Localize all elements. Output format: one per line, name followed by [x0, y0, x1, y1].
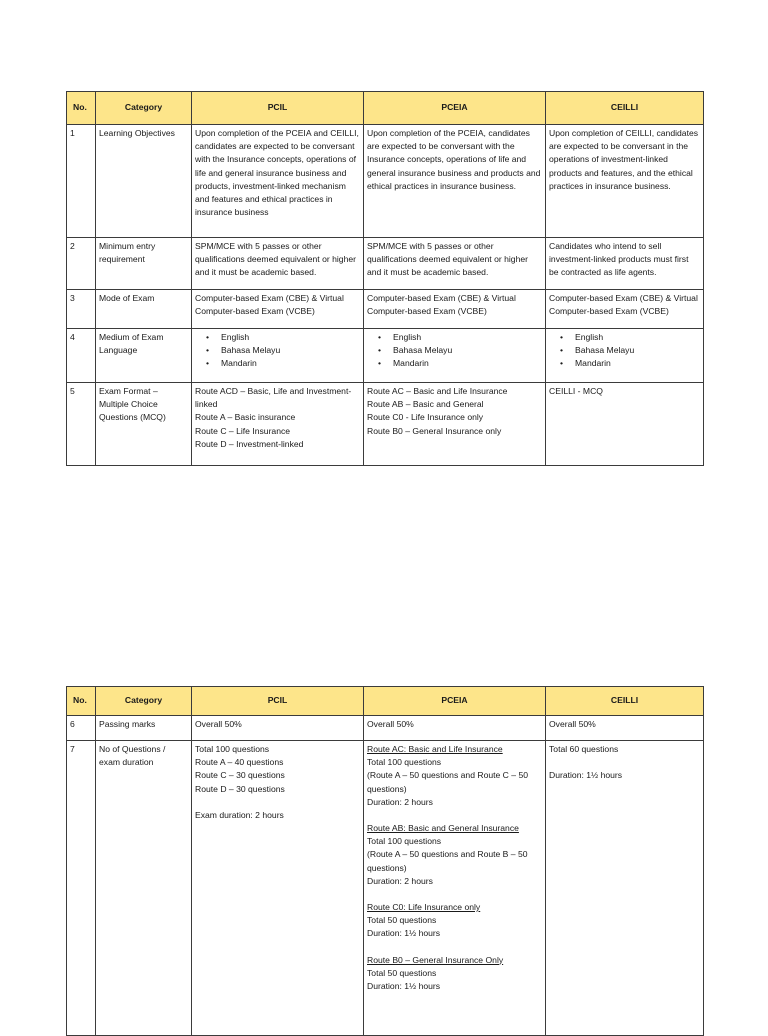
- cell-pcil: SPM/MCE with 5 passes or other qualifications deemed equivalent or higher and it must be academic based.: [192, 238, 364, 290]
- route-line: Duration: 2 hours: [367, 796, 433, 807]
- language-list: [195, 331, 360, 371]
- row-number: 6: [67, 716, 96, 741]
- table-row: [67, 238, 704, 290]
- route-line: Route ACD – Basic, Life and Investment-linked: [195, 386, 352, 410]
- header-category: Category: [96, 92, 192, 125]
- route-heading: Route AC: Basic and Life Insurance: [367, 744, 503, 754]
- row-category: No of Questions / exam duration: [96, 741, 192, 1036]
- route-block-ab: [367, 822, 542, 888]
- row-number: 1: [67, 125, 96, 238]
- route-line: Duration: 1½ hours: [367, 928, 441, 939]
- row-category: Medium of Exam Language: [96, 329, 192, 383]
- list-item: • Bahasa Melayu: [575, 344, 700, 357]
- cell-pceia: [364, 383, 546, 466]
- row-category: Learning Objectives: [96, 125, 192, 238]
- list-item: • English: [575, 331, 700, 344]
- list-item: • Bahasa Melayu: [221, 344, 360, 357]
- row-category: Minimum entry requirement: [96, 238, 192, 290]
- language-list: [367, 331, 542, 371]
- route-heading: Route AB: Basic and General Insurance: [367, 823, 519, 834]
- row-number: 5: [67, 383, 96, 466]
- header-pceia: PCEIA: [364, 687, 546, 716]
- spacer: [195, 796, 360, 809]
- table-header-row: [67, 92, 704, 125]
- cell-ceilli: Candidates who intend to sell investment-linked products must first be contracted as life agents.: [546, 238, 704, 290]
- cell-ceilli: [546, 329, 704, 383]
- cell-pceia: Computer-based Exam (CBE) & Virtual Computer-based Exam (VCBE): [364, 290, 546, 329]
- cell-pcil: [192, 329, 364, 383]
- header-ceilli: CEILLI: [546, 687, 704, 716]
- route-line: Route C – Life Insurance: [195, 425, 291, 436]
- cell-pceia: Upon completion of the PCEIA, candidates are expected to be conversant with the Insurance concepts, operations of life and general insurance business and products and ethical practices in insurance business.: [364, 125, 546, 238]
- row-number: 4: [67, 329, 96, 383]
- language-list: [549, 331, 700, 371]
- list-item: • Mandarin: [221, 357, 360, 370]
- table-row: [67, 125, 704, 238]
- cell-ceilli: Computer-based Exam (CBE) & Virtual Computer-based Exam (VCBE): [546, 290, 704, 329]
- cell-pcil: Computer-based Exam (CBE) & Virtual Computer-based Exam (VCBE): [192, 290, 364, 329]
- header-no: No.: [67, 687, 96, 716]
- comparison-table-1: [66, 91, 704, 466]
- table-row: [67, 329, 704, 383]
- route-line: Route B0 – General Insurance only: [367, 425, 502, 436]
- cell-pceia: [364, 329, 546, 383]
- list-item: • English: [221, 331, 360, 344]
- route-line: (Route A – 50 questions and Route C – 50 questions): [367, 770, 529, 794]
- row-category: Exam Format – Multiple Choice Questions (MCQ): [96, 383, 192, 466]
- route-line: Duration: 1½ hours: [367, 981, 441, 992]
- route-line: Total 100 questions: [367, 757, 442, 768]
- cell-ceilli: CEILLI - MCQ: [546, 383, 704, 466]
- question-total: Total 60 questions: [549, 744, 619, 754]
- cell-ceilli: [546, 741, 704, 1036]
- cell-pceia: [364, 741, 546, 1036]
- table-row: [67, 383, 704, 466]
- table-row: [67, 290, 704, 329]
- list-item: • Bahasa Melayu: [393, 344, 542, 357]
- route-line: Route D – Investment-linked: [195, 438, 304, 449]
- cell-pcil: [192, 741, 364, 1036]
- route-line: (Route A – 50 questions and Route B – 50 questions): [367, 849, 528, 873]
- table-row: [67, 716, 704, 741]
- route-line: Total 50 questions: [367, 915, 437, 926]
- route-line: Total 50 questions: [367, 967, 437, 978]
- row-number: 7: [67, 741, 96, 1036]
- list-item: • Mandarin: [575, 357, 700, 370]
- cell-pceia: Overall 50%: [364, 716, 546, 741]
- list-item: • English: [393, 331, 542, 344]
- list-item: • Mandarin: [393, 357, 542, 370]
- row-category: Passing marks: [96, 716, 192, 741]
- header-pcil: PCIL: [192, 687, 364, 716]
- cell-ceilli: Upon completion of CEILLI, candidates are expected to be conversant in the operations of investment-linked products and features, and the ethical practices in insurance business.: [546, 125, 704, 238]
- route-heading: Route C0: Life Insurance only: [367, 902, 481, 913]
- route-block-ac: [367, 743, 542, 809]
- spacer: [549, 756, 700, 769]
- route-block-b0: [367, 954, 542, 994]
- row-number: 3: [67, 290, 96, 329]
- exam-duration: Duration: 1½ hours: [549, 770, 623, 781]
- cell-pcil: Upon completion of the PCEIA and CEILLI, candidates are expected to be conversant with the Insurance concepts, operations of life and general insurance business and products, investment-linked mechanism and features and ethical practices in insurance business: [192, 125, 364, 238]
- cell-pceia: SPM/MCE with 5 passes or other qualifications deemed equivalent or higher and it must be academic based.: [364, 238, 546, 290]
- route-line: Route A – Basic insurance: [195, 412, 296, 423]
- route-block-c0: [367, 901, 542, 941]
- table-row: [67, 741, 704, 1036]
- question-line: Route D – 30 questions: [195, 783, 285, 794]
- header-pceia: PCEIA: [364, 92, 546, 125]
- cell-pcil: Overall 50%: [192, 716, 364, 741]
- header-pcil: PCIL: [192, 92, 364, 125]
- route-line: Route C0 - Life Insurance only: [367, 412, 484, 423]
- question-line: Route A – 40 questions: [195, 757, 284, 768]
- route-line: Total 100 questions: [367, 836, 442, 847]
- table-header-row: [67, 687, 704, 716]
- row-number: 2: [67, 238, 96, 290]
- route-line: Route AC – Basic and Life Insurance: [367, 386, 508, 396]
- header-no: No.: [67, 92, 96, 125]
- route-heading: Route B0 – General Insurance Only: [367, 954, 504, 965]
- question-line: Total 100 questions: [195, 744, 270, 754]
- route-line: Route AB – Basic and General: [367, 399, 484, 410]
- header-category: Category: [96, 687, 192, 716]
- route-line: Duration: 2 hours: [367, 875, 433, 886]
- cell-pcil: [192, 383, 364, 466]
- cell-ceilli: Overall 50%: [546, 716, 704, 741]
- exam-duration: Exam duration: 2 hours: [195, 809, 284, 820]
- header-ceilli: CEILLI: [546, 92, 704, 125]
- comparison-table-2: [66, 686, 704, 1036]
- row-category: Mode of Exam: [96, 290, 192, 329]
- question-line: Route C – 30 questions: [195, 770, 285, 781]
